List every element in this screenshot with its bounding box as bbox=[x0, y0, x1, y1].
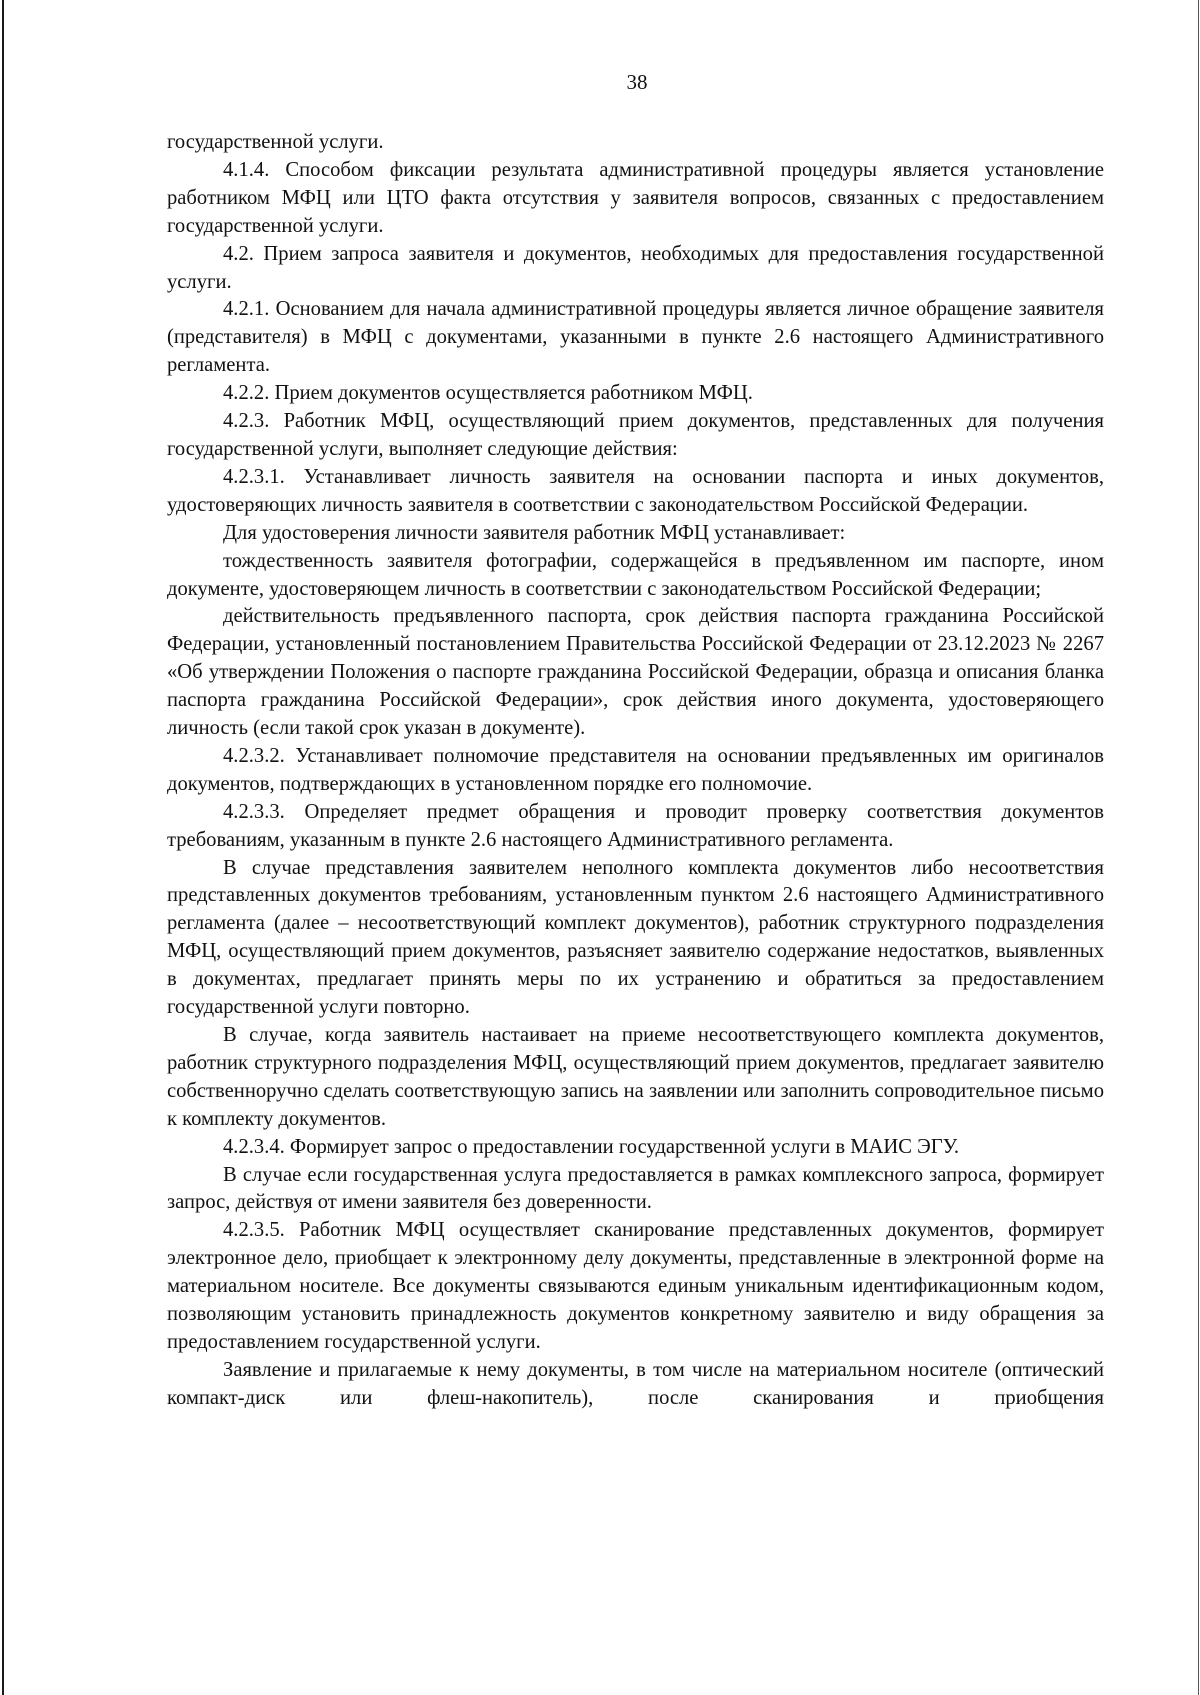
paragraph: Заявление и прилагаемые к нему документы, в том числе на материальном носителе (оптический компакт-диск или флеш-накопитель), после сканирования и приобщения bbox=[167, 1358, 1104, 1409]
paragraph: 4.2.1. Основанием для начала административной процедуры является личное обращение заявителя (представителя) в МФЦ с документами, указанными в пункте 2.6 настоящего Административного регламента. bbox=[167, 298, 1104, 377]
paragraph: 4.1.4. Способом фиксации результата административной процедуры является установление работником МФЦ или ЦТО факта отсутствия у заявителя вопросов, связанных с предоставлением государственной услуги. bbox=[167, 158, 1104, 237]
paragraph: 4.2.3.2. Устанавливает полномочие представителя на основании предъявленных им оригиналов документов, подтверждающих в установленном порядке его полномочие. bbox=[167, 744, 1104, 795]
paragraph: 4.2.2. Прием документов осуществляется работником МФЦ. bbox=[223, 382, 753, 405]
paragraph: В случае если государственная услуга предоставляется в рамках комплексного запроса, формирует запрос, действуя от имени заявителя без доверенности. bbox=[167, 1163, 1104, 1214]
paragraph: действительность предъявленного паспорта, срок действия паспорта гражданина Российской Федерации, установленный постановлением Правительства Российской Федерации от 23.12.2023 № 2267 «Об утверждении Положения о паспорте гражданина Российской Федерации, образца и описания бланка паспорта гражданина Российской Федерации», срок действия иного документа, удостоверяющего личность (если такой срок указан в документе). bbox=[167, 605, 1104, 740]
paragraph: 4.2.3.4. Формирует запрос о предоставлении государственной услуги в МАИС ЭГУ. bbox=[223, 1135, 960, 1158]
paragraph: 4.2. Прием запроса заявителя и документов, необходимых для предоставления государственной услуги. bbox=[167, 242, 1104, 293]
scan-left-border bbox=[2, 0, 4, 1695]
paragraph: государственной услуги. bbox=[167, 131, 384, 153]
document-body bbox=[167, 129, 1104, 1413]
paragraph: 4.2.3.3. Определяет предмет обращения и проводит проверку соответствия документов требованиям, указанным в пункте 2.6 настоящего Административного регламента. bbox=[167, 800, 1104, 851]
paragraph: тождественность заявителя фотографии, содержащейся в предъявленном им паспорте, ином документе, удостоверяющем личность в соответствии с законодательством Российской Федерации; bbox=[167, 549, 1104, 600]
paragraph: В случае представления заявителем неполного комплекта документов либо несоответствия представленных документов требованиям, установленным пунктом 2.6 настоящего Административного регламента (далее – несоответствующий комплект документов), работник структурного подразделения МФЦ, осуществляющий прием документов, разъясняет заявителю содержание недостатков, выявленных в документах, предлагает принять меры по их устранению и обратиться за предоставлением государственной услуги повторно. bbox=[167, 856, 1104, 1019]
paragraph: 4.2.3. Работник МФЦ, осуществляющий прием документов, представленных для получения государственной услуги, выполняет следующие действия: bbox=[167, 410, 1104, 460]
paragraph: В случае, когда заявитель настаивает на приеме несоответствующего комплекта документов, работник структурного подразделения МФЦ, осуществляющий прием документов, предлагает заявителю собственноручно сделать соответствующую запись на заявлении или заполнить сопроводительное письмо к комплекту документов. bbox=[167, 1024, 1104, 1130]
page-number: 38 bbox=[626, 70, 648, 94]
paragraph: 4.2.3.5. Работник МФЦ осуществляет сканирование представленных документов, формирует электронное дело, приобщает к электронному делу документы, представленные в электронной форме на материальном носителе. Все документы связываются единым уникальным идентификационным кодом, позволяющим установить принадлежность документов конкретному заявителю и виду обращения за предоставлением государственной услуги. bbox=[167, 1219, 1104, 1353]
scan-right-border bbox=[1198, 0, 1199, 1695]
paragraph: Для удостоверения личности заявителя работник МФЦ устанавливает: bbox=[223, 521, 846, 544]
paragraph: 4.2.3.1. Устанавливает личность заявителя на основании паспорта и иных документов, удостоверяющих личность заявителя в соответствии с законодательством Российской Федерации. bbox=[167, 465, 1104, 516]
